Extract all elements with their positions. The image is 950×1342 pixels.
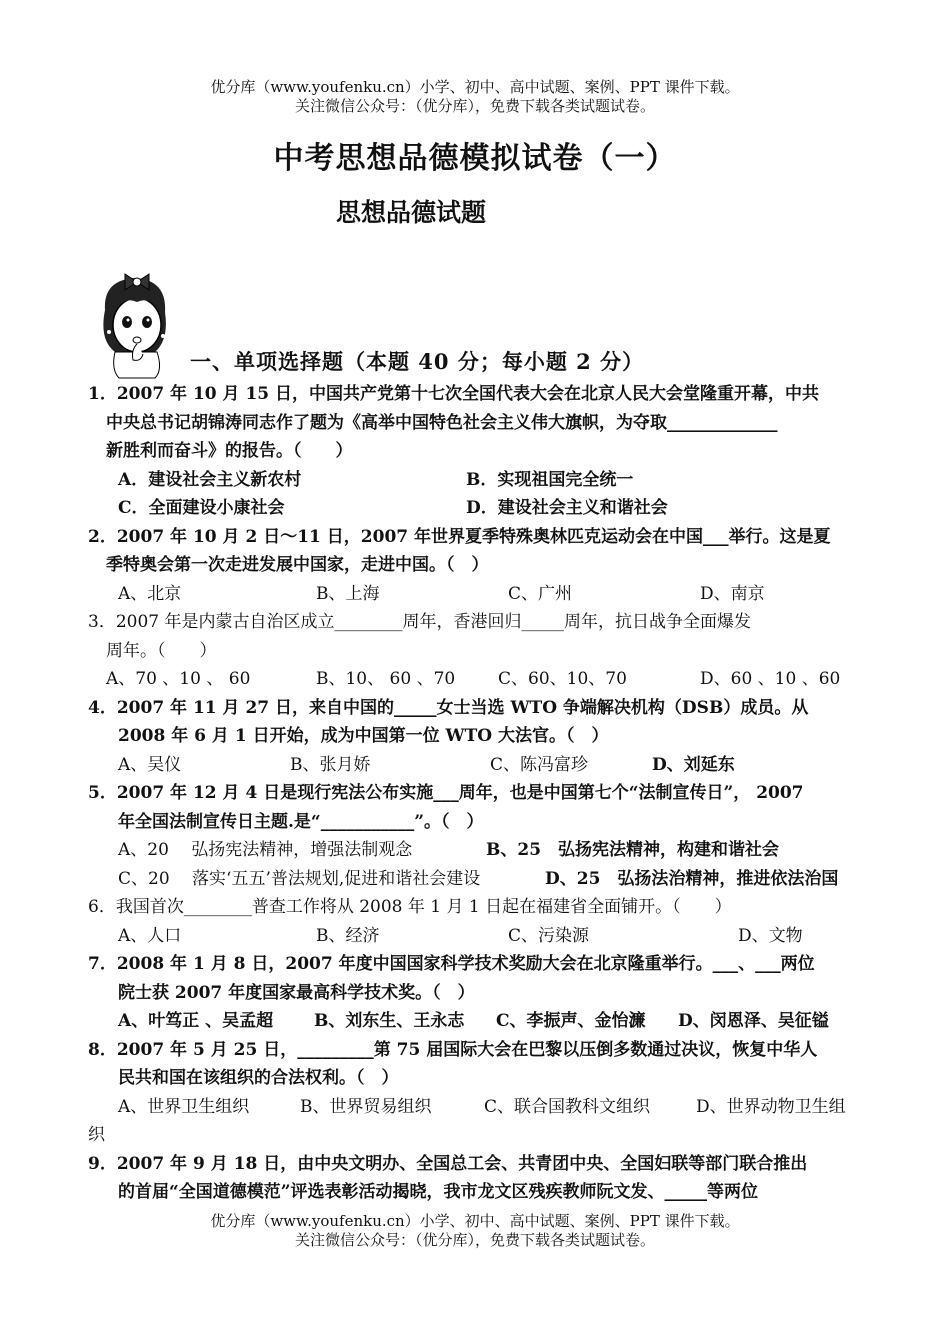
q7-option-b: B、刘东生、王永志: [314, 1011, 465, 1031]
q7-line-1: 7．2008 年 1 月 8 日，2007 年度中国国家科学技术奖励大会在北京隆重举行。___、___两位: [88, 954, 815, 974]
q1-line-2: 中央总书记胡锦涛同志作了题为《高举中国特色社会主义伟大旗帜，为夺取_____________: [106, 413, 778, 433]
q5-line-2: 年全国法制宣传日主题.是“___________”。（ ）: [118, 812, 484, 832]
q7-line-2: 院士获 2007 年度国家最高科学技术奖。（ ）: [118, 983, 475, 1003]
q5-option-c: C、20 落实‘五五’普法规划,促进和谐社会建设: [118, 869, 481, 889]
q9-line-2: 的首届“全国道德模范”评选表彰活动揭晓，我市龙文区残疾教师阮文发、_____等两位: [118, 1182, 759, 1202]
q1-line-3: 新胜利而奋斗》的报告。（ ）: [106, 441, 353, 461]
q6-option-b: B、经济: [316, 926, 380, 946]
q2-line-1: 2．2007 年 10 月 2 日～11 日，2007 年世界夏季特殊奥林匹克运动会在中国___举行。这是夏: [88, 527, 831, 547]
header-line-1: 优分库（www.youfenku.cn）小学、初中、高中试题、案例、PPT 课件下载。: [210, 78, 740, 96]
q9-line-1: 9．2007 年 9 月 18 日，由中央文明办、全国总工会、共青团中央、全国妇联等部门联合推出: [88, 1154, 808, 1174]
q4-option-a: A、吴仪: [118, 755, 182, 775]
q2-option-a: A、北京: [118, 584, 182, 604]
q8-option-d-wrap: 织: [88, 1125, 105, 1145]
q4-option-c: C、陈冯富珍: [490, 755, 589, 775]
q6-option-a: A、人口: [118, 926, 182, 946]
q2-line-2: 季特奥会第一次走进发展中国家，走进中国。（ ）: [106, 555, 489, 575]
q7-option-d: D、闵恩泽、吴征镒: [678, 1011, 829, 1031]
section-title: 一、单项选择题（本题 40 分；每小题 2 分）: [190, 349, 645, 374]
page-title: 中考思想品德模拟试卷（一）: [273, 141, 677, 176]
q3-option-c: C、60、10、70: [498, 669, 627, 689]
q8-option-b: B、世界贸易组织: [300, 1097, 432, 1117]
q8-option-a: A、世界卫生组织: [118, 1097, 250, 1117]
q6-option-d: D、文物: [738, 926, 803, 946]
q8-option-d: D、世界动物卫生组: [696, 1097, 846, 1117]
page-subtitle: 思想品德试题: [336, 198, 487, 227]
q6-option-c: C、污染源: [508, 926, 590, 946]
q5-option-a: A、20 弘扬宪法精神，增强法制观念: [118, 840, 413, 860]
q1-option-a: A．建设社会主义新农村: [118, 470, 302, 490]
q3-line-2: 周年。（ ）: [106, 641, 217, 661]
q1-line-1: 1．2007 年 10 月 15 日，中国共产党第十七次全国代表大会在北京人民大会堂隆重开幕，中共: [88, 384, 820, 404]
q3-option-b: B、10、 60 、70: [316, 669, 456, 689]
q2-option-b: B、上海: [316, 584, 380, 604]
header-line-2: 关注微信公众号：（优分库），免费下载各类试题试卷。: [294, 97, 655, 115]
q7-option-c: C、李振声、金怡濂: [496, 1011, 646, 1031]
q4-line-1: 4．2007 年 11 月 27 日，来自中国的_____女士当选 WTO 争端解决机构（DSB）成员。从: [88, 698, 809, 718]
q3-line-1: 3．2007 年是内蒙古自治区成立________周年，香港回归_____周年，抗日战争全面爆发: [88, 612, 751, 632]
q8-line-1: 8．2007 年 5 月 25 日，_________第 75 届国际大会在巴黎以压倒多数通过决议，恢复中华人: [88, 1040, 818, 1060]
footer-line-1: 优分库（www.youfenku.cn）小学、初中、高中试题、案例、PPT 课件下载。: [210, 1212, 740, 1230]
q3-option-d: D、60 、10 、60: [700, 669, 841, 689]
girl-mascot-illustration: [85, 270, 185, 380]
q5-line-1: 5．2007 年 12 月 4 日是现行宪法公布实施___周年，也是中国第七个“法制宣传日”， 2007: [88, 783, 804, 803]
q4-option-d: D、刘延东: [652, 755, 735, 775]
footer-line-2: 关注微信公众号：（优分库），免费下载各类试题试卷。: [294, 1231, 655, 1249]
q3-option-a: A、70 、10 、 60: [106, 669, 251, 689]
q7-option-a: A、叶笃正 、吴孟超: [118, 1011, 274, 1031]
q8-line-2: 民共和国在该组织的合法权利。（ ）: [118, 1068, 399, 1088]
q1-option-c: C．全面建设小康社会: [118, 498, 285, 518]
q1-option-b: B．实现祖国完全统一: [466, 470, 634, 490]
q5-option-b: B、25 弘扬宪法精神，构建和谐社会: [486, 840, 780, 860]
q6-line-1: 6．我国首次________普查工作将从 2008 年 1 月 1 日起在福建省全面铺开。（ ）: [88, 897, 732, 917]
q8-option-c: C、联合国教科文组织: [484, 1097, 651, 1117]
q2-option-d: D、南京: [700, 584, 765, 604]
q4-option-b: B、张月娇: [290, 755, 371, 775]
q1-option-d: D．建设社会主义和谐社会: [466, 498, 668, 518]
q2-option-c: C、广州: [508, 584, 573, 604]
q5-option-d: D、25 弘扬法治精神，推进依法治国: [545, 869, 839, 889]
q4-line-2: 2008 年 6 月 1 日开始，成为中国第一位 WTO 大法官。（ ）: [118, 726, 609, 746]
